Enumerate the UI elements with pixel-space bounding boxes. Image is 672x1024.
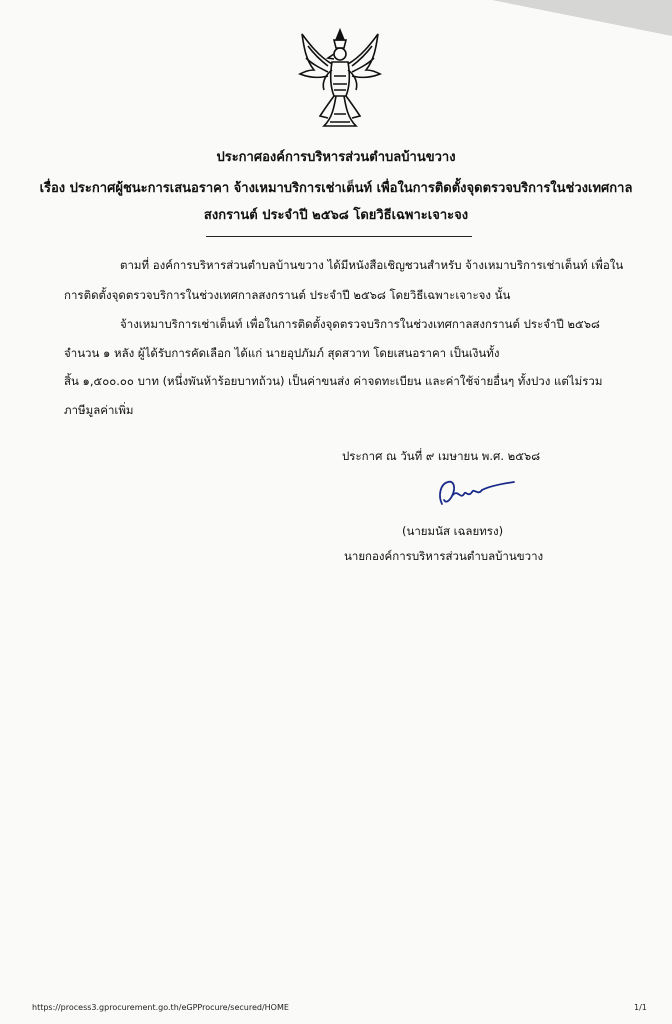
paragraph-1-line-2: การติดตั้งจุดตรวจบริการในช่วงเทศกาลสงกรานต์ ประจำปี ๒๕๖๘ โดยวิธีเฉพาะเจาะจง นั้น [64,288,511,302]
handwritten-signature [430,474,520,512]
signatory-position: นายกองค์การบริหารส่วนตำบลบ้านขวาง [344,549,544,563]
garuda-emblem-icon [294,26,386,134]
footer-url: https://process3.gprocurement.go.th/eGPProcure/secured/HOME [32,1003,289,1012]
paragraph-2-line-4: ภาษีมูลค่าเพิ่ม [64,403,134,417]
document-subject-cont: สงกรานต์ ประจำปี ๒๕๖๘ โดยวิธีเฉพาะเจาะจง [203,208,469,223]
announcement-date: ประกาศ ณ วันที่ ๙ เมษายน พ.ศ. ๒๕๖๘ [342,449,541,463]
footer-page-number: 1/1 [634,1003,647,1012]
paragraph-1-line-1: ตามที่ องค์การบริหารส่วนตำบลบ้านขวาง ได้มีหนังสือเชิญชวนสำหรับ จ้างเหมาบริการเช่าเต็นท์ เพื่อใน [120,258,624,272]
heading-divider [206,236,472,237]
paragraph-2-line-1: จ้างเหมาบริการเช่าเต็นท์ เพื่อในการติดตั้งจุดตรวจบริการในช่วงเทศกาลสงกรานต์ ประจำปี ๒๕๖๘ [120,317,600,331]
signatory-name: (นายมนัส เฉลยทรง) [402,524,504,538]
paragraph-2-line-3: สิ้น ๑,๕๐๐.๐๐ บาท (หนึ่งพันห้าร้อยบาทถ้วน) เป็นค่าขนส่ง ค่าจดทะเบียน และค่าใช้จ่ายอื่นๆ ทั้งปวง แต่ไม่รวม [64,374,603,388]
paragraph-2-line-2: จำนวน ๑ หลัง ผู้ได้รับการคัดเลือก ได้แก่ นายอุปภัมภ์ สุดสวาท โดยเสนอราคา เป็นเงินทั้ง [64,346,500,360]
document-subject: เรื่อง ประกาศผู้ชนะการเสนอราคา จ้างเหมาบริการเช่าเต็นท์ เพื่อในการติดตั้งจุดตรวจบริการในช่วงเทศกาล [39,181,633,196]
page-fold [492,0,672,36]
document-heading: ประกาศองค์การบริหารส่วนตำบลบ้านขวาง [216,150,456,165]
